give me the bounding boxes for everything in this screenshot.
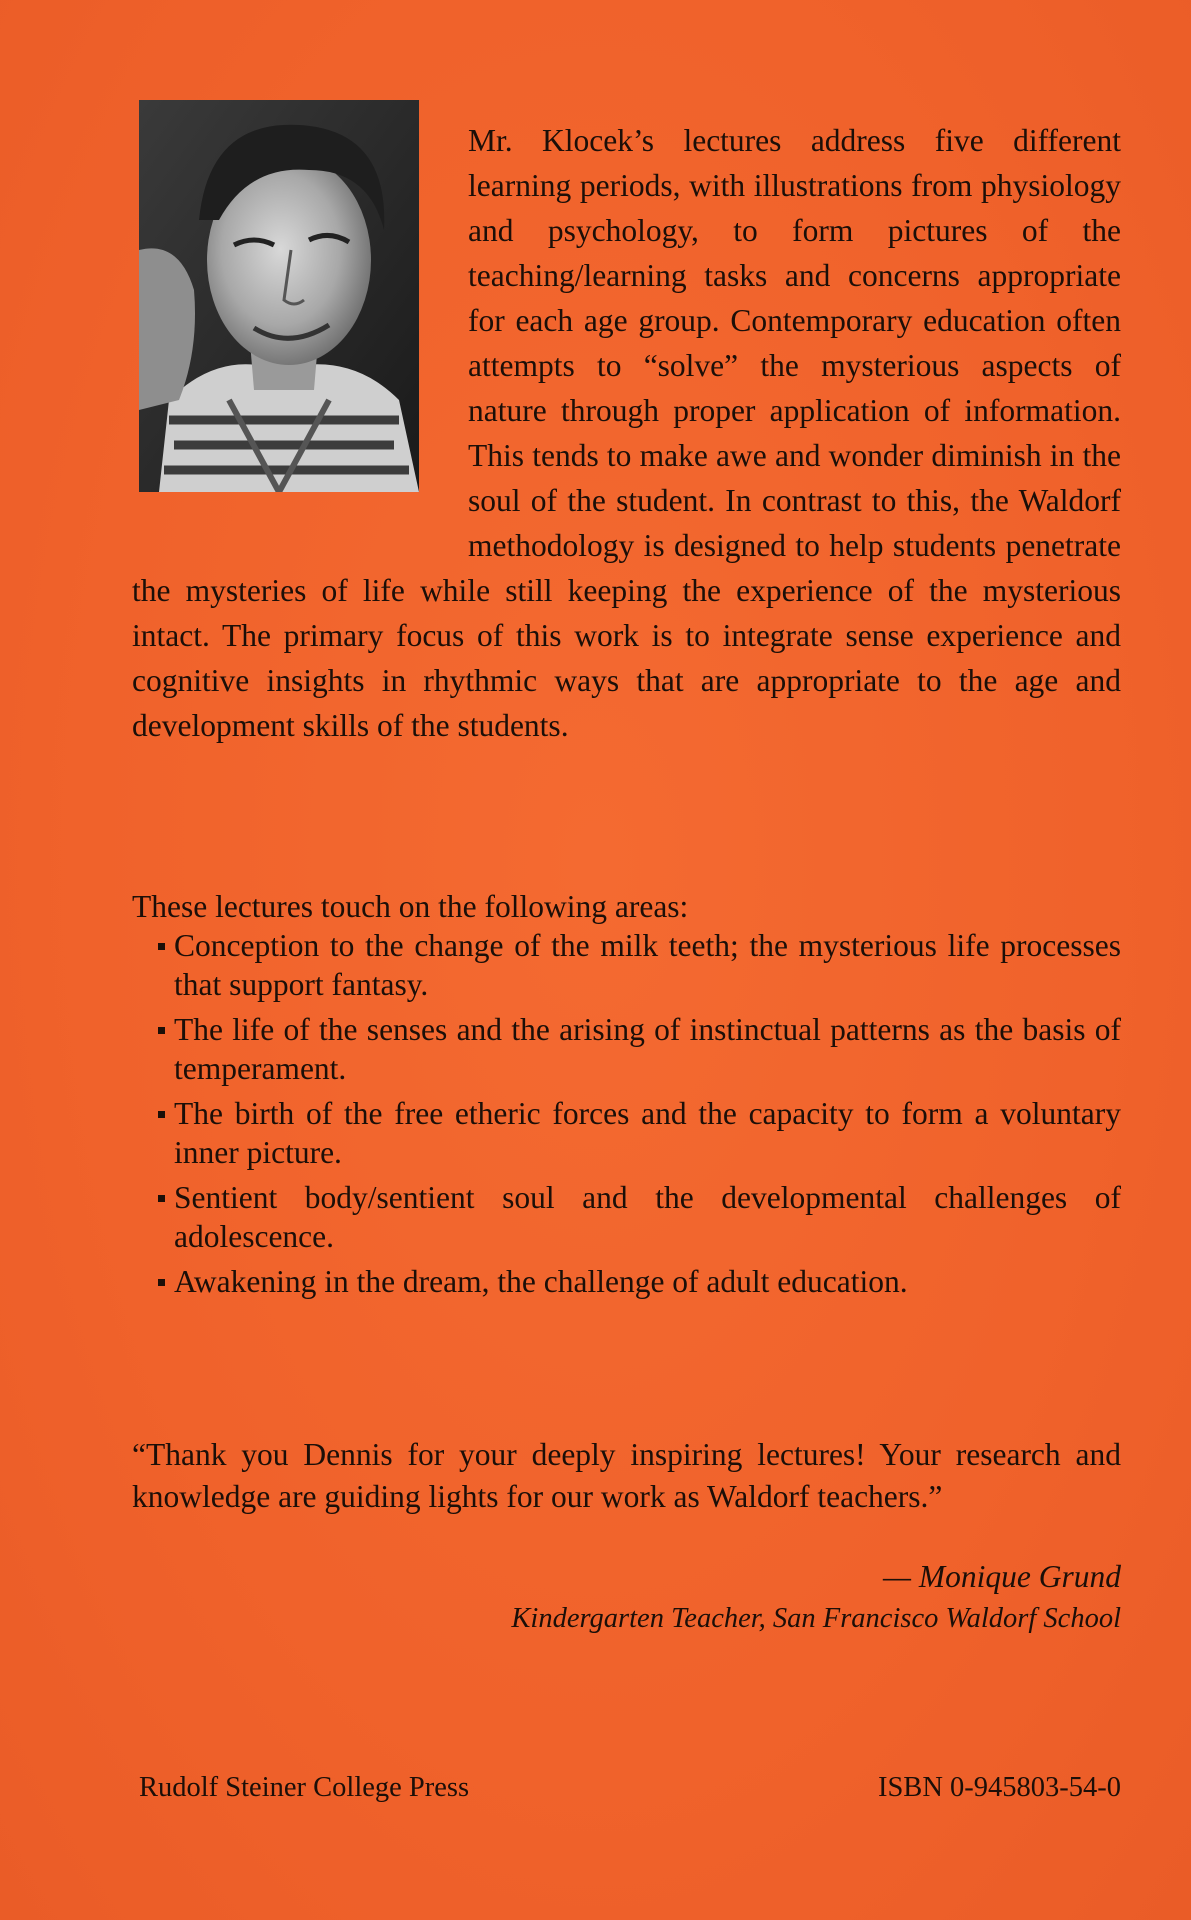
lecture-areas — [132, 887, 1121, 1307]
intro-text: Mr. Klocek’s lectures address five different learning periods, with illustrations from physiology and psychology, to form pictures of the teaching/learning tasks and concerns appropriate for each age group. Contemporary education often attempts to “solve” the mysterious aspects of nature through proper application of information. This tends to make awe and wonder diminish in the soul of the student. In contrast to this, the Waldorf methodology is designed to help students penetrate the mysteries of life while still keeping the experience of the mysterious intact. The primary focus of this work is to integrate sense experience and cognitive insights in rhythmic ways that are appropriate to the age and development skills of the students. — [132, 123, 1121, 743]
bullet-icon — [158, 943, 165, 950]
areas-intro: These lectures touch on the following areas: — [132, 889, 689, 924]
testimonial-attribution — [511, 1558, 1121, 1638]
list-item: Conception to the change of the milk teeth; the mysterious life processes that support fantasy. — [132, 926, 1121, 1004]
bullet-icon — [158, 1279, 165, 1286]
list-item: Awakening in the dream, the challenge of adult education. — [132, 1262, 1121, 1301]
footer — [139, 1769, 1121, 1807]
testimonial-quote: “Thank you Dennis for your deeply inspiring lectures! Your research and knowledge are guiding lights for our work as Waldorf teachers.” — [132, 1437, 1121, 1514]
list-item: The life of the senses and the arising of instinctual patterns as the basis of temperament. — [132, 1010, 1121, 1088]
list-item: Sentient body/sentient soul and the developmental challenges of adolescence. — [132, 1178, 1121, 1256]
intro-paragraph — [132, 118, 1121, 748]
areas-list — [132, 926, 1121, 1301]
publisher: Rudolf Steiner College Press — [139, 1772, 470, 1803]
list-item: The birth of the free etheric forces and the capacity to form a voluntary inner picture. — [132, 1094, 1121, 1172]
isbn: ISBN 0-945803-54-0 — [877, 1772, 1121, 1803]
quote-author-role: Kindergarten Teacher, San Francisco Waldorf School — [511, 1603, 1121, 1634]
bullet-icon — [158, 1027, 165, 1034]
bullet-icon — [158, 1111, 165, 1118]
bullet-icon — [158, 1195, 165, 1202]
quote-author: — Monique Grund — [883, 1559, 1121, 1594]
